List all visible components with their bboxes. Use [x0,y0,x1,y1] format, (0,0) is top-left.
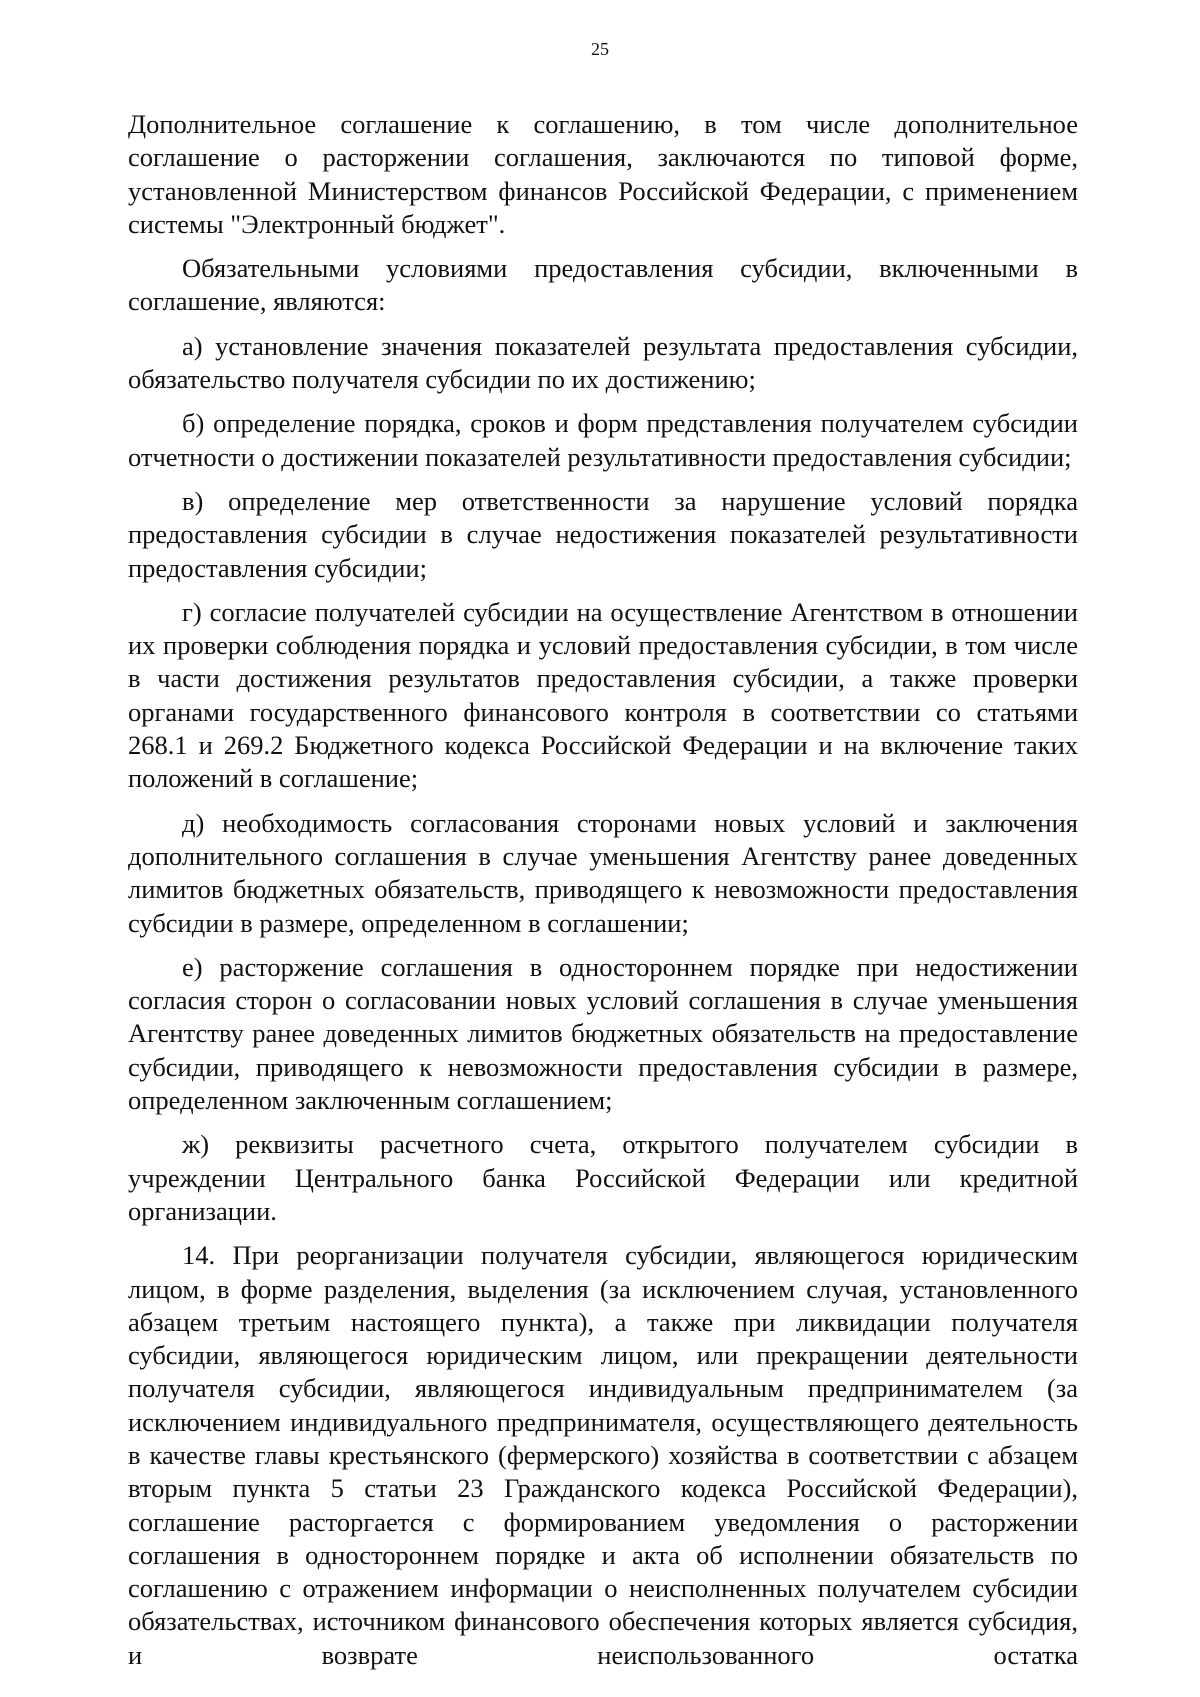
document-body [128,108,1078,1672]
paragraph-item-d: д) необходимость согласования сторонами новых условий и заключения дополнительного соглашения в случае уменьшения Агентству ранее доведенных лимитов бюджетных обязательств, приводящего к невозможности предоставления субсидии в размере, определенном в соглашении; [128,807,1078,938]
paragraph-item-v: в) определение мер ответственности за нарушение условий порядка предоставления субсидии в случае недостижения показателей результативности предоставления субсидии; [128,485,1078,583]
paragraph-item-g: г) согласие получателей субсидии на осуществление Агентством в отношении их проверки соблюдения порядка и условий предоставления субсидии, в том числе в части достижения результатов предоставления субсидии, а также проверки органами государственного финансового контроля в соответствии со статьями 268.1 и 269.2 Бюджетного кодекса Российской Федерации и на включение таких положений в соглашение; [128,596,1078,794]
paragraph-mandatory-conditions: Обязательными условиями предоставления субсидии, включенными в соглашение, являются: [128,253,1078,317]
paragraph-item-b: б) определение порядка, сроков и форм представления получателем субсидии отчетности о достижении показателей результативности предоставления субсидии; [128,408,1078,472]
paragraph-point-14: 14. При реорганизации получателя субсидии, являющегося юридическим лицом, в форме разделения, выделения (за исключением случая, установленного абзацем третьим настоящего пункта), а также при ликвидации получателя субсидии, являющегося юридическим лицом, или прекращении деятельности получателя субсидии, являющегося индивидуальным предпринимателем (за исключением индивидуального предпринимателя, осуществляющего деятельность в качестве главы крестьянского (фермерского) хозяйства в соответствии с абзацем вторым пункта 5 статьи 23 Гражданского кодекса Российской Федерации), соглашение расторгается с формированием уведомления о расторжении соглашения в одностороннем порядке и акта об исполнении обязательств по соглашению с отражением информации о неисполненных получателем субсидии обязательствах, источником финансового обеспечения которых является субсидия, и возврате неиспользованного остатка [128,1240,1078,1670]
page-number: 25 [591,39,609,59]
paragraph-item-e: е) расторжение соглашения в одностороннем порядке при недостижении согласия сторон о согласовании новых условий соглашения в случае уменьшения Агентству ранее доведенных лимитов бюджетных обязательств на предоставление субсидии, приводящего к невозможности предоставления субсидии в размере, определенном заключенным соглашением; [128,951,1078,1116]
paragraph-item-a: а) установление значения показателей результата предоставления субсидии, обязательство получателя субсидии по их достижению; [128,330,1078,395]
paragraph-agreement-form: Дополнительное соглашение к соглашению, в том числе дополнительное соглашение о расторжении соглашения, заключаются по типовой форме, установленной Министерством финансов Российской Федерации, с применением системы "Электронный бюджет". [128,109,1078,239]
paragraph-item-zh: ж) реквизиты расчетного счета, открытого получателем субсидии в учреждении Центрального банка Российской Федерации или кредитной организации. [128,1129,1078,1226]
